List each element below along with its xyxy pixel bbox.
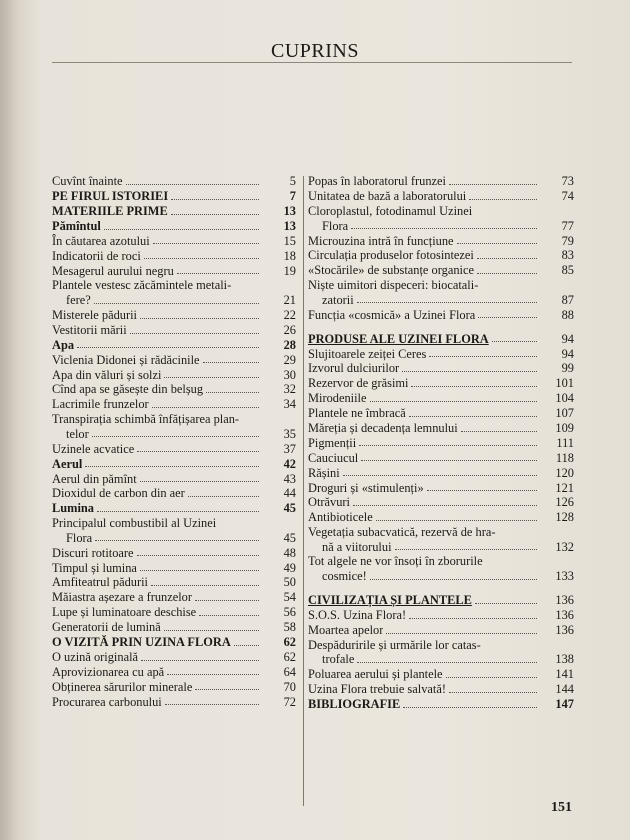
dot-leader [477, 273, 537, 274]
toc-entry-title: Măreția și decadența lemnului [308, 420, 458, 435]
toc-entry-title: nă a viitorului [322, 539, 392, 554]
toc-entry-page: 44 [283, 486, 296, 501]
dot-leader [85, 466, 259, 467]
toc-entry-title: Mirodeniile [308, 391, 367, 406]
toc-entry [52, 665, 296, 680]
dot-leader [165, 704, 259, 705]
toc-entry-title: Plantele vestesc zăcămintele metali- [52, 278, 232, 293]
toc-entry-title: fere? [66, 293, 91, 308]
dot-leader [357, 302, 537, 303]
toc-entry [308, 361, 574, 376]
toc-entry-page: 118 [555, 450, 574, 465]
toc-entry [52, 679, 296, 694]
toc-entry-title: Aerul [52, 456, 83, 471]
toc-entry-title: BIBLIOGRAFIE [308, 697, 401, 712]
toc-entry [52, 412, 296, 427]
toc-entry-page: 128 [555, 510, 574, 525]
toc-entry [52, 204, 296, 219]
toc-entry [52, 427, 296, 442]
dot-leader [353, 505, 537, 506]
toc-entry [308, 593, 574, 608]
toc-entry-title: zatorii [322, 292, 354, 307]
toc-entry-title: Poluarea aerului și plantele [308, 667, 443, 682]
dot-leader [171, 199, 259, 200]
toc-entry [308, 608, 574, 623]
toc-entry-page: 34 [283, 397, 296, 412]
toc-entry [308, 391, 574, 406]
page-number: 151 [551, 800, 572, 815]
toc-right-column [308, 174, 574, 712]
toc-entry-title: Flora [322, 218, 349, 233]
dot-leader [153, 243, 259, 244]
toc-entry [308, 652, 574, 667]
toc-entry-page: 56 [283, 605, 296, 620]
page-title: CUPRINS [271, 40, 359, 62]
dot-leader [177, 273, 259, 274]
toc-entry-page: 29 [283, 352, 296, 367]
toc-entry-title: Niște uimitori dispeceri: biocatali- [308, 277, 479, 292]
toc-entry-page: 64 [283, 664, 296, 679]
toc-entry-title: Procurarea carbonului [52, 694, 162, 709]
dot-leader [411, 386, 537, 387]
toc-entry-title: Lupe și luminatoare deschise [52, 605, 197, 620]
toc-entry-page: 18 [283, 248, 296, 263]
dot-leader [141, 660, 259, 661]
toc-entry-title: Izvorul dulciurilor [308, 361, 400, 376]
toc-entry-page: 77 [561, 218, 574, 233]
toc-entry-page: 141 [555, 667, 574, 682]
toc-entry-page: 79 [561, 233, 574, 248]
toc-entry-title: Funcția «cosmică» a Uzinei Flora [308, 307, 476, 322]
toc-entry-page: 48 [283, 545, 296, 560]
toc-entry-title: Vegetația subacvatică, rezervă de hra- [308, 524, 496, 539]
dot-leader [457, 243, 537, 244]
toc-entry-title: Principalul combustibil al Uzinei [52, 515, 217, 530]
toc-entry-page: 101 [555, 376, 574, 391]
toc-entry-page: 136 [555, 622, 574, 637]
toc-entry [308, 346, 574, 361]
toc-entry-page: 21 [283, 293, 296, 308]
toc-entry-page: 62 [283, 649, 296, 664]
toc-entry-title: telor [66, 426, 89, 441]
toc-entry [308, 495, 574, 510]
toc-entry-title: Unitatea de bază a laboratorului [308, 189, 467, 204]
dot-leader [126, 184, 259, 185]
dot-leader [409, 416, 537, 417]
toc-entry-page: 132 [555, 539, 574, 554]
toc-entry [52, 248, 296, 263]
dot-leader [409, 618, 537, 619]
toc-entry-title: Obținerea sărurilor minerale [52, 679, 193, 694]
toc-entry-title: Droguri și «stimulenți» [308, 480, 424, 495]
toc-entry-title: Plantele ne îmbracă [308, 406, 406, 421]
toc-entry-title: În căutarea azotului [52, 233, 150, 248]
toc-entry [308, 248, 574, 263]
toc-entry-title: Transpirația schimbă înfățișarea plan- [52, 411, 240, 426]
toc-entry [52, 650, 296, 665]
toc-entry [52, 293, 296, 308]
section-gap [308, 322, 574, 331]
toc-entry-page: 22 [283, 308, 296, 323]
toc-entry [52, 635, 296, 650]
dot-leader [195, 600, 259, 601]
toc-entry-page: 136 [555, 608, 574, 623]
dot-leader [234, 645, 259, 646]
toc-entry-title: CIVILIZAȚIA ȘI PLANTELE [308, 593, 472, 608]
toc-entry-title: Vestitorii mării [52, 322, 127, 337]
dot-leader [95, 540, 259, 541]
toc-entry-title: Slujitoarele zeiței Ceres [308, 346, 427, 361]
dot-leader [395, 549, 537, 550]
dot-leader [461, 431, 537, 432]
dot-leader [151, 585, 259, 586]
dot-leader [477, 258, 537, 259]
toc-entry-page: 58 [283, 620, 296, 635]
toc-entry-page: 133 [555, 569, 574, 584]
toc-entry-page: 94 [561, 346, 574, 361]
toc-entry [308, 204, 574, 219]
dot-leader [370, 579, 537, 580]
toc-entry-page: 126 [555, 495, 574, 510]
toc-entry [308, 189, 574, 204]
dot-leader [475, 603, 537, 604]
toc-entry [308, 450, 574, 465]
dot-leader [144, 258, 259, 259]
toc-entry-title: Cuvînt înainte [52, 174, 123, 189]
toc-entry-title: cosmice! [322, 569, 367, 584]
toc-entry [52, 219, 296, 234]
toc-entry-page: 30 [283, 367, 296, 382]
toc-entry [308, 682, 574, 697]
dot-leader [92, 436, 259, 437]
toc-entry-title: Popas în laboratorul frunzei [308, 174, 446, 189]
toc-entry [308, 307, 574, 322]
toc-entry-title: Despăduririle și urmările lor catas- [308, 637, 481, 652]
toc-entry-title: Otrăvuri [308, 495, 350, 510]
toc-entry-title: O uzină originală [52, 649, 139, 664]
dot-leader [199, 615, 259, 616]
toc-entry-page: 50 [283, 575, 296, 590]
toc-entry [52, 605, 296, 620]
toc-entry-page: 13 [283, 218, 296, 233]
toc-entry-title: Rezervor de grăsimi [308, 376, 409, 391]
toc-entry [52, 590, 296, 605]
toc-entry-page: 26 [283, 322, 296, 337]
toc-entry-page: 147 [555, 697, 574, 712]
toc-entry [52, 441, 296, 456]
toc-entry-title: Aprovizionarea cu apă [52, 664, 165, 679]
toc-entry [52, 352, 296, 367]
toc-entry-page: 83 [561, 248, 574, 263]
toc-entry-page: 19 [283, 263, 296, 278]
dot-leader [137, 451, 259, 452]
toc-entry [308, 293, 574, 308]
toc-entry-title: Misterele pădurii [52, 308, 137, 323]
toc-entry-page: 62 [283, 635, 296, 650]
toc-entry-page: 136 [555, 593, 574, 608]
toc-entry-page: 88 [561, 307, 574, 322]
toc-entry-page: 73 [561, 174, 574, 189]
toc-entry-title: PE FIRUL ISTORIEI [52, 189, 169, 204]
toc-entry-page: 121 [555, 480, 574, 495]
toc-entry-title: Pămîntul [52, 218, 101, 233]
toc-entry-title: Discuri rotitoare [52, 545, 134, 560]
toc-entry-title: Cloroplastul, fotodinamul Uzinei [308, 203, 473, 218]
toc-entry-title: Aerul din pămînt [52, 471, 137, 486]
toc-entry-page: 54 [283, 590, 296, 605]
dot-leader [359, 445, 537, 446]
toc-entry [52, 575, 296, 590]
dot-leader [449, 692, 537, 693]
toc-entry-page: 74 [561, 189, 574, 204]
dot-leader [167, 674, 259, 675]
dot-leader [171, 214, 259, 215]
toc-entry-title: S.O.S. Uzina Flora! [308, 608, 407, 623]
toc-entry-title: Flora [66, 530, 93, 545]
toc-entry-page: 85 [561, 263, 574, 278]
toc-entry [52, 397, 296, 412]
toc-entry [52, 278, 296, 293]
toc-entry [52, 382, 296, 397]
section-gap [308, 584, 574, 593]
dot-leader [403, 707, 537, 708]
toc-left-column [52, 174, 296, 709]
dot-leader [97, 511, 259, 512]
toc-entry [308, 539, 574, 554]
toc-entry [308, 376, 574, 391]
toc-entry [308, 465, 574, 480]
toc-entry-title: PRODUSE ALE UZINEI FLORA [308, 331, 489, 346]
toc-entry-title: Indicatorii de roci [52, 248, 141, 263]
toc-entry-title: Apa din văluri și solzi [52, 367, 162, 382]
toc-entry-page: 45 [283, 530, 296, 545]
toc-entry-page: 120 [555, 465, 574, 480]
toc-entry [308, 174, 574, 189]
toc-entry-page: 94 [561, 331, 574, 346]
toc-entry-page: 144 [555, 682, 574, 697]
toc-entry-title: Pigmenții [308, 435, 357, 450]
dot-leader [469, 199, 537, 200]
dot-leader [188, 496, 259, 497]
toc-entry-page: 37 [283, 441, 296, 456]
toc-entry [52, 560, 296, 575]
toc-entry [308, 569, 574, 584]
toc-entry [52, 530, 296, 545]
toc-entry-title: «Stocările» de substanțe organice [308, 263, 474, 278]
toc-entry [52, 234, 296, 249]
toc-entry [52, 545, 296, 560]
dot-leader [206, 392, 259, 393]
toc-entry [308, 638, 574, 653]
dot-leader [164, 377, 259, 378]
toc-entry-title: Viclenia Didonei și rădăcinile [52, 352, 200, 367]
toc-entry-page: 111 [556, 435, 574, 450]
toc-entry-page: 15 [283, 233, 296, 248]
dot-leader [429, 356, 537, 357]
toc-entry-title: Lumina [52, 501, 95, 516]
toc-entry [52, 694, 296, 709]
dot-leader [140, 570, 259, 571]
dot-leader [195, 689, 259, 690]
toc-entry [52, 456, 296, 471]
toc-entry [52, 516, 296, 531]
toc-entry [52, 620, 296, 635]
dot-leader [492, 341, 537, 342]
toc-entry [308, 263, 574, 278]
toc-entry-page: 45 [283, 501, 296, 516]
dot-leader [351, 228, 537, 229]
dot-leader [386, 633, 537, 634]
dot-leader [164, 630, 259, 631]
toc-entry-title: Cauciucul [308, 450, 359, 465]
toc-entry [308, 697, 574, 712]
toc-entry [52, 501, 296, 516]
toc-entry-title: Timpul și lumina [52, 560, 137, 575]
toc-entry-page: 104 [555, 391, 574, 406]
toc-entry-page: 49 [283, 560, 296, 575]
toc-entry [308, 406, 574, 421]
toc-entry [52, 189, 296, 204]
toc-entry-title: Amfiteatrul pădurii [52, 575, 148, 590]
dot-leader [370, 401, 538, 402]
toc-entry [308, 480, 574, 495]
toc-entry-page: 43 [283, 471, 296, 486]
toc-entry-page: 42 [283, 456, 296, 471]
toc-entry [308, 623, 574, 638]
dot-leader [130, 333, 259, 334]
toc-entry-title: trofale [322, 652, 355, 667]
toc-entry-page: 109 [555, 420, 574, 435]
toc-entry-title: Cînd apa se găsește din belșug [52, 382, 204, 397]
toc-entry-page: 32 [283, 382, 296, 397]
toc-entry [52, 338, 296, 353]
toc-entry-page: 70 [283, 679, 296, 694]
toc-entry-title: Moartea apelor [308, 622, 384, 637]
toc-entry [308, 554, 574, 569]
toc-entry [308, 233, 574, 248]
toc-entry-title: MATERIILE PRIME [52, 204, 168, 219]
dot-leader [137, 555, 259, 556]
toc-entry-page: 138 [555, 652, 574, 667]
dot-leader [478, 317, 537, 318]
dot-leader [140, 481, 259, 482]
toc-entry [308, 510, 574, 525]
toc-entry [52, 486, 296, 501]
toc-entry-title: Antibioticele [308, 510, 373, 525]
dot-leader [446, 677, 537, 678]
toc-entry-title: Microuzina intră în funcțiune [308, 233, 454, 248]
toc-entry-title: Uzinele acvatice [52, 441, 135, 456]
dot-leader [357, 662, 537, 663]
toc-entry-title: Măiastra așezare a frunzelor [52, 590, 192, 605]
toc-entry-title: Mesagerul aurului negru [52, 263, 174, 278]
toc-entry-title: Tot algele ne vor însoți în zborurile [308, 554, 483, 569]
toc-entry [52, 174, 296, 189]
dot-leader [361, 460, 537, 461]
toc-entry-page: 35 [283, 426, 296, 441]
dot-leader [203, 362, 259, 363]
dot-leader [376, 520, 537, 521]
toc-entry-page: 72 [283, 694, 296, 709]
toc-entry-page: 107 [555, 406, 574, 421]
dot-leader [152, 407, 259, 408]
dot-leader [343, 475, 537, 476]
toc-entry [308, 331, 574, 346]
dot-leader [402, 371, 537, 372]
toc-entry [52, 367, 296, 382]
toc-entry [308, 421, 574, 436]
toc-entry-title: Apa [52, 337, 75, 352]
toc-entry [52, 471, 296, 486]
toc-entry-page: 99 [561, 361, 574, 376]
toc-entry-title: Rășini [308, 465, 340, 480]
dot-leader [104, 229, 259, 230]
toc-entry-page: 5 [289, 174, 296, 189]
toc-entry-title: Circulația produselor fotosintezei [308, 248, 474, 263]
toc-entry-title: Uzina Flora trebuie salvată! [308, 682, 446, 697]
toc-entry-page: 7 [289, 189, 296, 204]
dot-leader [427, 490, 537, 491]
toc-entry [308, 278, 574, 293]
toc-entry [52, 323, 296, 338]
toc-entry-page: 87 [561, 292, 574, 307]
toc-entry-title: Dioxidul de carbon din aer [52, 486, 185, 501]
toc-entry-title: O VIZITĂ PRIN UZINA FLORA [52, 635, 231, 650]
toc-entry-page: 28 [283, 337, 296, 352]
toc-entry [308, 525, 574, 540]
toc-entry-title: Lacrimile frunzelor [52, 397, 149, 412]
toc-entry [308, 667, 574, 682]
toc-entry [52, 308, 296, 323]
toc-entry [308, 218, 574, 233]
dot-leader [94, 303, 259, 304]
dot-leader [140, 318, 259, 319]
toc-entry-page: 13 [283, 204, 296, 219]
toc-entry [52, 263, 296, 278]
dot-leader [77, 347, 259, 348]
toc-entry [308, 436, 574, 451]
toc-entry-title: Generatorii de lumină [52, 620, 161, 635]
dot-leader [449, 184, 537, 185]
title-divider [52, 62, 572, 63]
